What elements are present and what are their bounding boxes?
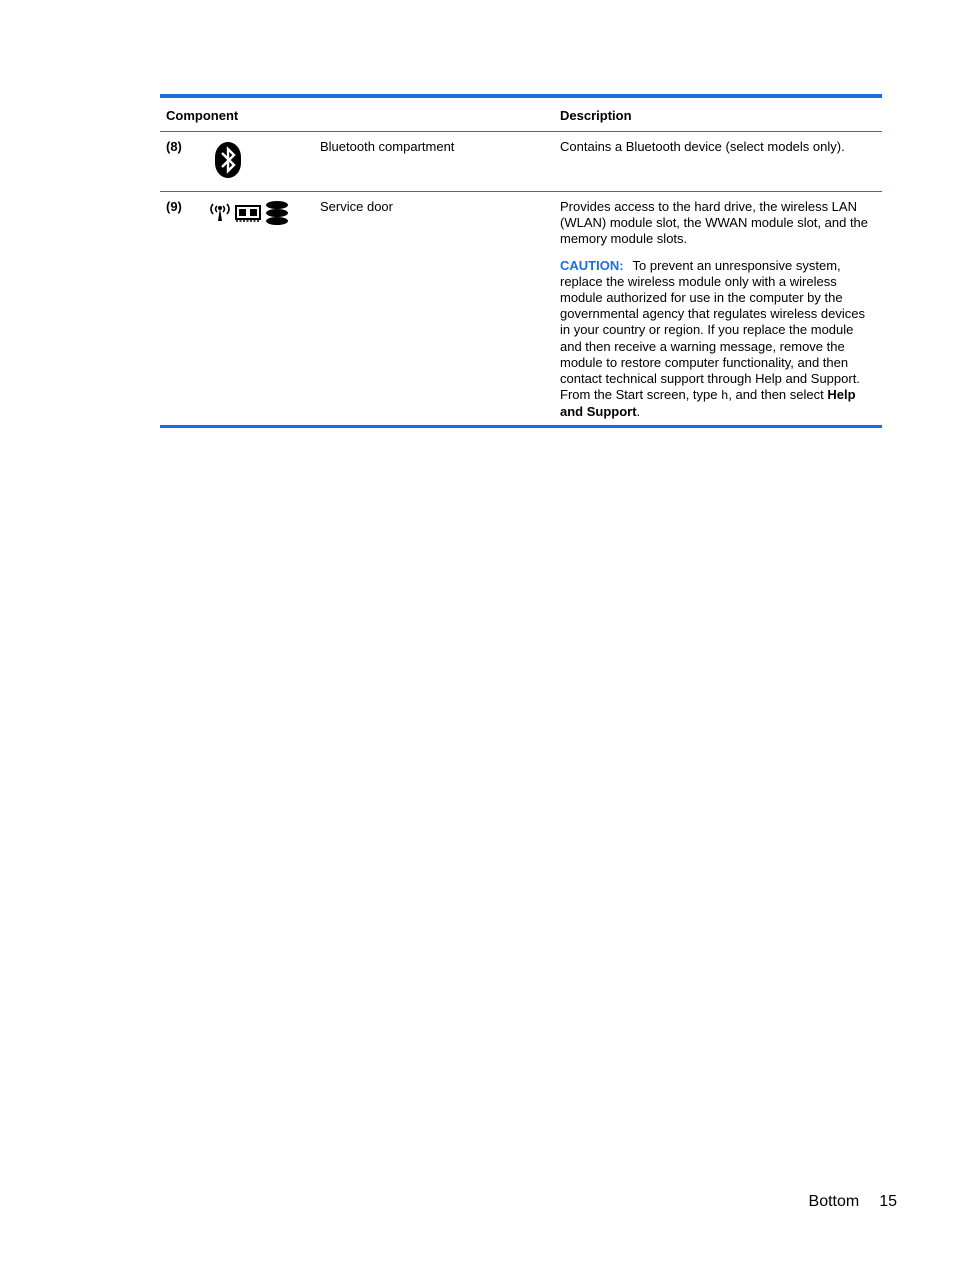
caution-text: To prevent an unresponsive system, replace the wireless module only with a wireless module authorized for use in the computer by the governmental agency that regulates wireless devices in your country or region. If you replace the module and then receive a warning message, remove the module to restore computer functionality, and then contact technical support through Help and Support. From the Start screen, type [560, 257, 865, 403]
caution-text-end: . [636, 404, 641, 420]
component-description: Contains a Bluetooth device (select models only). [560, 139, 845, 154]
footer-section: Bottom [808, 1193, 860, 1210]
hard-drive-icon [266, 201, 288, 225]
component-name: Service door [320, 199, 393, 214]
page-number: 15 [879, 1193, 897, 1210]
header-description: Description [560, 108, 632, 123]
page-footer [0, 1192, 897, 1212]
table-header-row [160, 98, 882, 132]
component-description-block [560, 199, 872, 421]
row-number: (8) [166, 139, 182, 154]
memory-module-icon [236, 206, 260, 221]
table-row [160, 191, 882, 425]
typed-command: h [721, 389, 729, 404]
bluetooth-icon [214, 141, 244, 183]
component-name: Bluetooth compartment [320, 139, 455, 154]
caution-text-middle: , and then select [728, 387, 828, 403]
table-row [160, 132, 882, 191]
component-table [160, 94, 882, 428]
help-and-support-label: Help and Support [560, 387, 856, 420]
caution-label: CAUTION: [560, 257, 624, 273]
service-door-icon-group [208, 199, 292, 231]
component-description: Provides access to the hard drive, the wireless LAN (WLAN) module slot, the WWAN module slot, and the memory module slots. [560, 199, 869, 247]
caution-note [560, 258, 872, 421]
header-component: Component [166, 108, 239, 123]
row-number: (9) [166, 199, 182, 214]
